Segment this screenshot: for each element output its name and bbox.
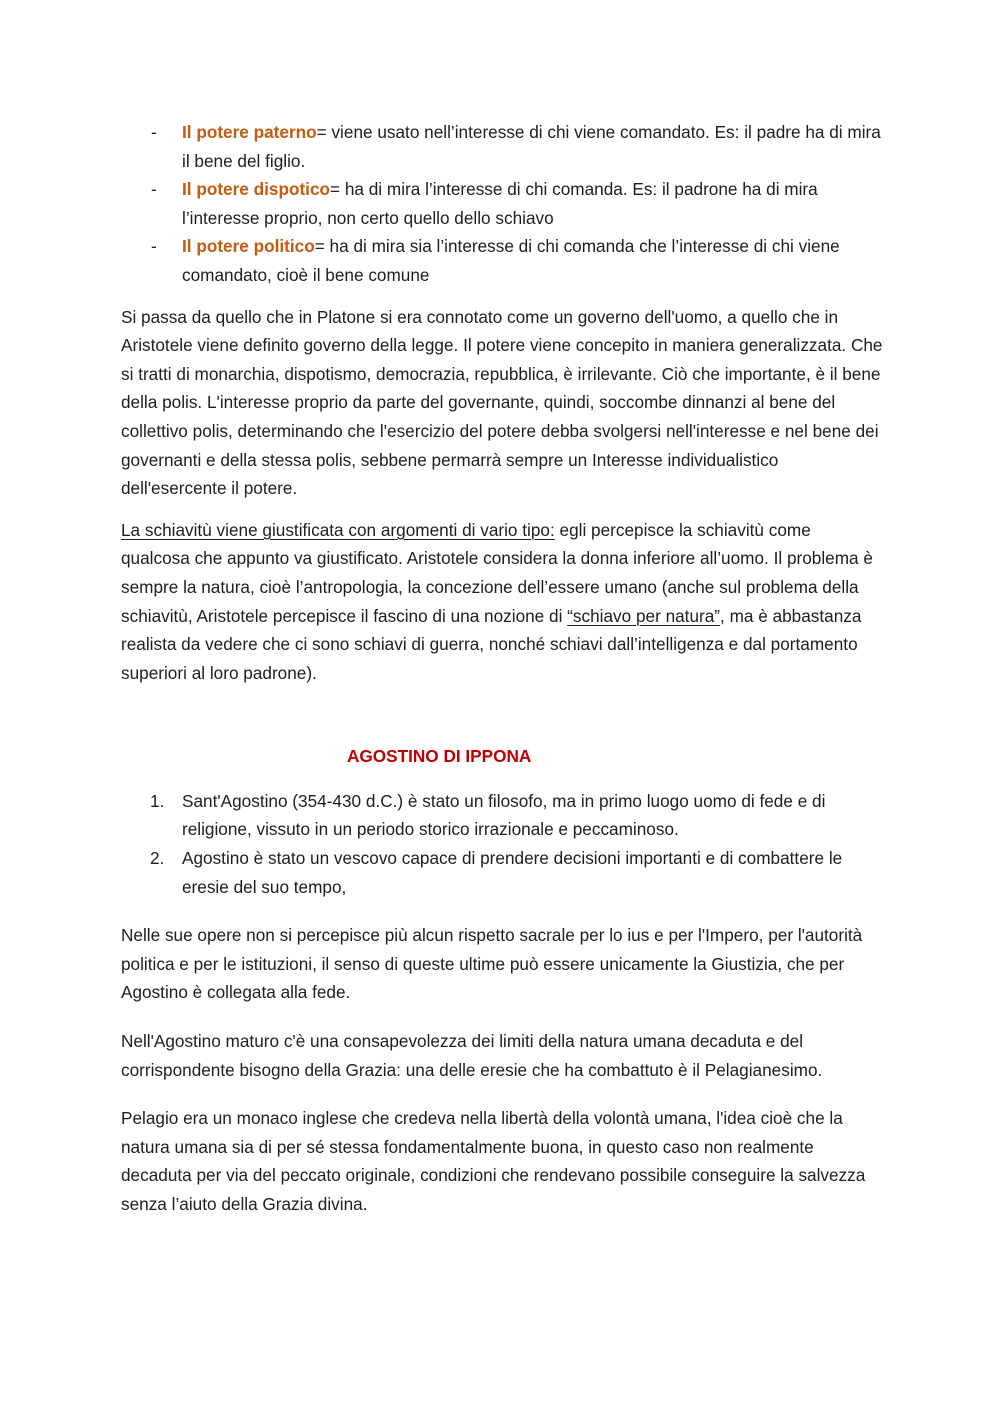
paragraph-agostino-maturo: Nell'Agostino maturo c'è una consapevolezza dei limiti della natura umana decaduta e del corrispondente bisogno della Grazia: una delle eresie che ha combattuto è il Pelagianesimo. [121, 1031, 823, 1080]
paragraph-text: egli percepisce la schiavitù come qualcosa che appunto va giustificato. Aristotele considera la donna inferiore all’uomo. Il problema è sempre la natura, cioè l’antropologia, la concezione dell’essere umano (anche sul problema della schiavitù, Aristotele percepisce il fascino di una nozione di [121, 519, 873, 626]
paragraph-aristotele: Si passa da quello che in Platone si era connotato come un governo dell'uomo, a quello che in Aristotele viene definito governo della legge. Il potere viene concepito in maniera generalizzata. Che si tratti di monarchia, dispotismo, democrazia, repubblica, è irrilevante. Ciò che importante, è il bene della polis. L'interesse proprio da parte del governante, quindi, soccombe dinnanzi al bene del collettivo polis, determinando che l'esercizio del potere debba svolgersi nell'interesse e nel bene dei governanti e della stessa polis, sebbene permarrà sempre un Interesse individualistico dell'esercente il potere. [121, 306, 883, 499]
list-item [121, 118, 883, 175]
term-label: Il potere paterno [182, 122, 317, 142]
list-item-text: Sant'Agostino (354-430 d.C.) è stato un filosofo, ma in primo luogo uomo di fede e di religione, vissuto in un periodo storico irrazionale e peccaminoso. [182, 790, 826, 840]
dash-marker: - [151, 179, 157, 200]
paragraph-schiavitu [121, 516, 883, 688]
document-page [121, 118, 883, 1239]
dash-marker: - [151, 122, 157, 142]
list-item [121, 232, 883, 289]
number-marker: 1. [150, 790, 165, 811]
underlined-lead: La schiavitù viene giustificata con argomenti di vario tipo: [121, 519, 555, 540]
paragraph-opere: Nelle sue opere non si percepisce più alcun rispetto sacrale per lo ius e per l'Impero, per l'autorità politica e per le istituzioni, il senso di queste ultime può essere unicamente la Giustizia, che per Agostino è collegata alla fede. [121, 925, 863, 1003]
list-item [121, 844, 883, 901]
term-definition: = ha di mira sia l’interesse di chi comanda che l’interesse di chi viene comandato, cioè il bene comune [182, 236, 840, 285]
term-definition: = viene usato nell’interesse di chi viene comandato. Es: il padre ha di mira il bene del figlio. [182, 122, 881, 171]
numbered-list [121, 787, 883, 901]
term-label: Il potere politico [182, 236, 315, 257]
list-item [121, 175, 883, 232]
list-item-text: Agostino è stato un vescovo capace di prendere decisioni importanti e di combattere le eresie del suo tempo, [182, 848, 843, 897]
term-definition: = ha di mira l’interesse di chi comanda. Es: il padrone ha di mira l’interesse proprio, non certo quello dello schiavo [182, 179, 818, 228]
powers-list [121, 118, 883, 290]
term-label: Il potere dispotico [182, 179, 331, 200]
paragraph-pelagio: Pelagio era un monaco inglese che credeva nella libertà della volontà umana, l'idea cioè che la natura umana sia di per sé stessa fondamentalmente buona, in questo caso non realmente decaduta per via del peccato originale, condizioni che rendevano possibile conseguire la salvezza senza l’aiuto della Grazia divina. [121, 1108, 866, 1214]
dash-marker: - [151, 236, 157, 257]
section-heading: AGOSTINO DI IPPONA [347, 746, 532, 767]
number-marker: 2. [150, 848, 165, 869]
list-item [121, 787, 883, 844]
underlined-quote: “schiavo per natura” [567, 605, 721, 626]
paragraph-text: , ma è abbastanza realista da vedere che ci sono schiavi di guerra, nonché schiavi dall’intelligenza e dal portamento superiori al loro padrone). [121, 605, 862, 683]
